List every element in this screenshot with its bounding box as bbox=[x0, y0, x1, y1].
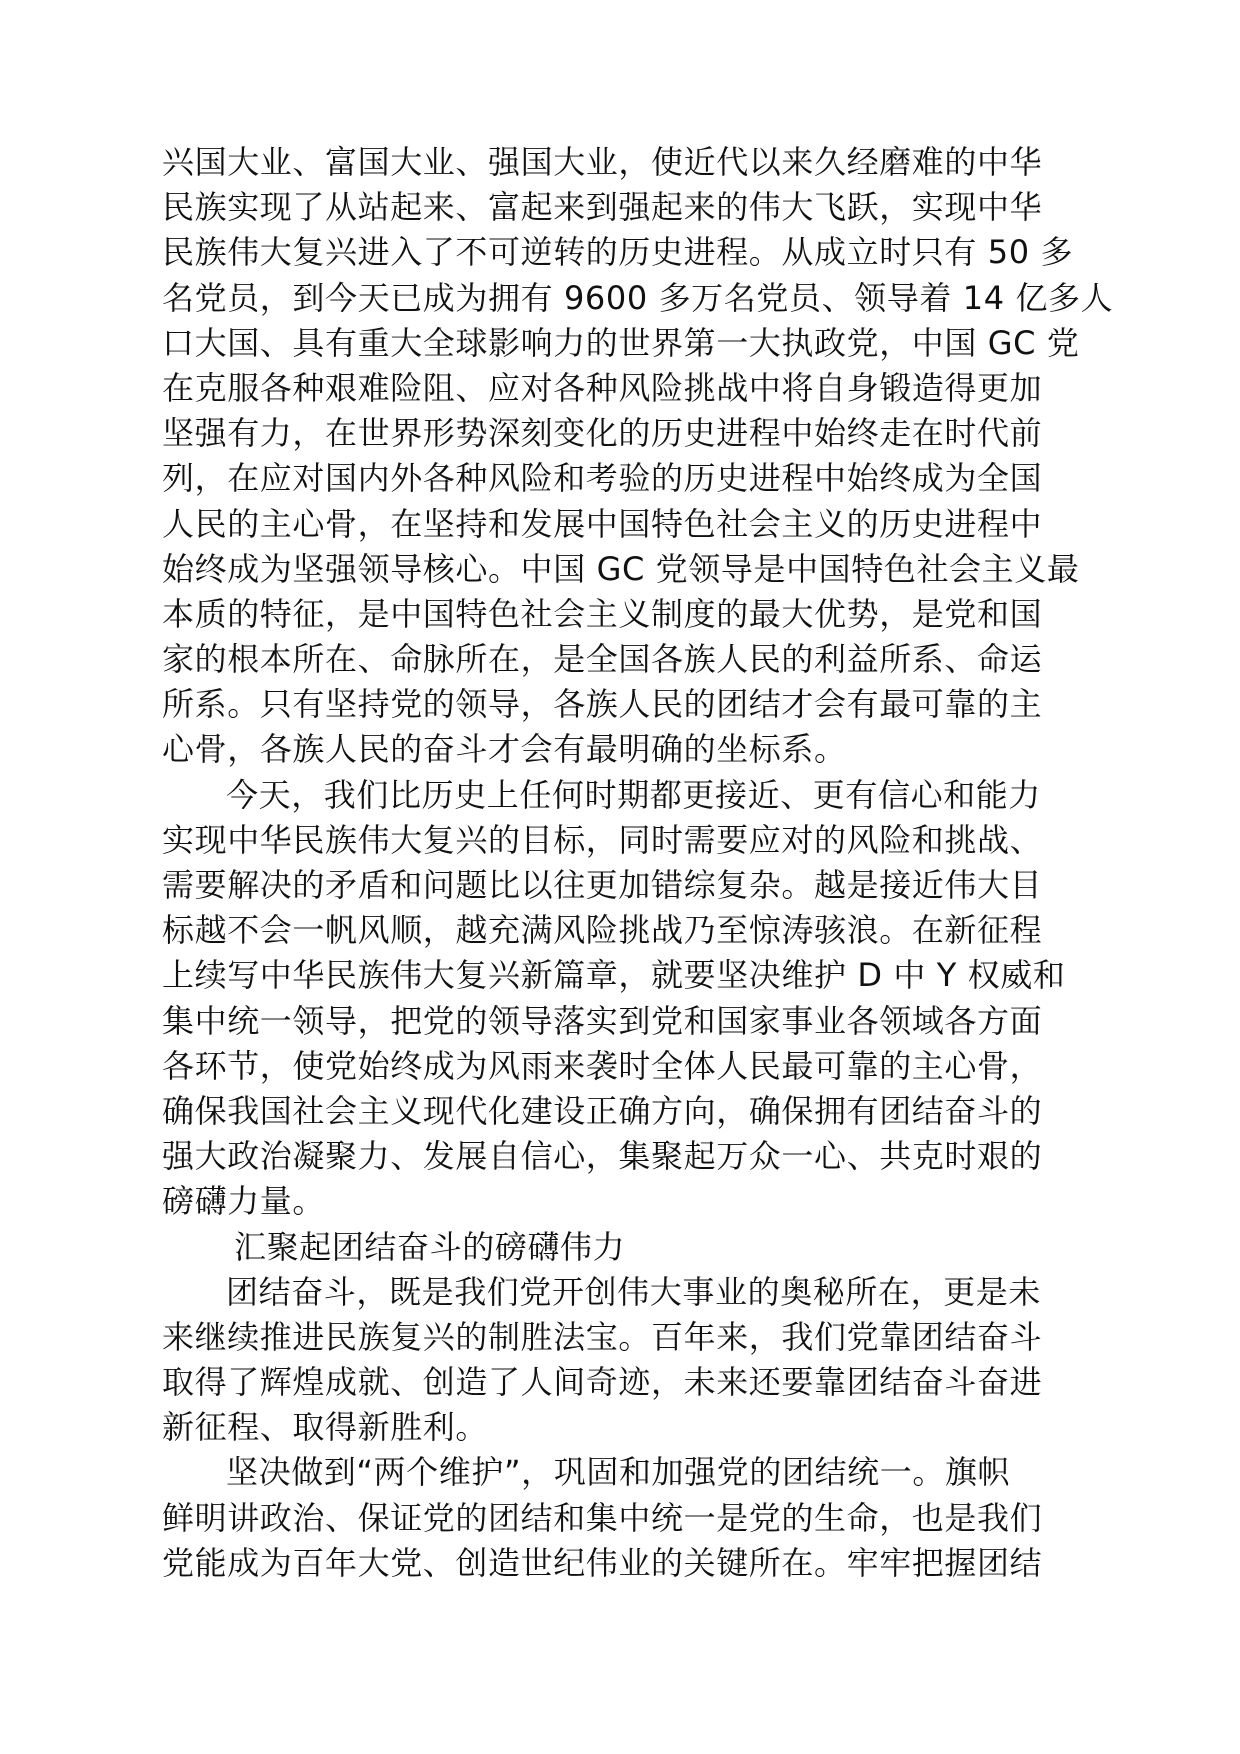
text-line: 标越不会一帆风顺，越充满风险挑战乃至惊涛骇浪。在新征程 bbox=[162, 911, 1043, 950]
text-line: 磅礴力量。 bbox=[162, 1182, 326, 1221]
text-line: 集中统一领导，把党的领导落实到党和国家事业各领域各方面 bbox=[162, 1001, 1043, 1040]
text-line: 党能成为百年大党、创造世纪伟业的关键所在。牢牢把握团结 bbox=[162, 1543, 1043, 1582]
paragraph-party-leadership bbox=[162, 140, 1114, 773]
text-line: 需要解决的矛盾和问题比以往更加错综复杂。越是接近伟大目 bbox=[162, 866, 1043, 904]
text-line: 本质的特征，是中国特色社会主义制度的最大优势，是党和国 bbox=[162, 594, 1043, 633]
document-page bbox=[162, 140, 1114, 1586]
text-line: 坚强有力，在世界形势深刻变化的历史进程中始终走在时代前 bbox=[162, 414, 1043, 453]
text-line: 名党员，到今天已成为拥有 9600 多万名党员、领导着 14 亿多人 bbox=[162, 278, 1114, 317]
text-line: 强大政治凝聚力、发展自信心，集聚起万众一心、共克时艰的 bbox=[162, 1137, 1043, 1176]
text-line: 今天，我们比历史上任何时期都更接近、更有信心和能力 bbox=[226, 775, 1042, 814]
text-line: 取得了辉煌成就、创造了人间奇迹，未来还要靠团结奋斗奋进 bbox=[162, 1363, 1043, 1402]
text-line: 人民的主心骨，在坚持和发展中国特色社会主义的历史进程中 bbox=[162, 504, 1043, 543]
text-line: 新征程、取得新胜利。 bbox=[162, 1408, 489, 1447]
text-line: 兴国大业、富国大业、强国大业，使近代以来久经磨难的中华 bbox=[162, 143, 1043, 181]
text-line: 在克服各种艰难险阻、应对各种风险挑战中将自身锻造得更加 bbox=[162, 368, 1043, 407]
text-line: 实现中华民族伟大复兴的目标，同时需要应对的风险和挑战、 bbox=[162, 820, 1043, 859]
paragraph-two-safeguards bbox=[162, 1450, 1094, 1586]
text-line: 上续写中华民族伟大复兴新篇章，就要坚决维护 D 中 Y 权威和 bbox=[162, 956, 1066, 995]
text-line: 所系。只有坚持党的领导，各族人民的团结才会有最可靠的主 bbox=[162, 685, 1043, 724]
paragraph-unity-struggle bbox=[162, 1270, 1094, 1451]
text-line: 列，在应对国内外各种风险和考验的历史进程中始终成为全国 bbox=[162, 459, 1043, 498]
section-heading-text: 汇聚起团结奋斗的磅礴伟力 bbox=[234, 1227, 626, 1266]
section-heading bbox=[162, 1225, 1094, 1270]
text-line: 始终成为坚强领导核心。中国 GC 党领导是中国特色社会主义最 bbox=[162, 549, 1080, 588]
text-line: 鲜明讲政治、保证党的团结和集中统一是党的生命，也是我们 bbox=[162, 1498, 1043, 1537]
text-line: 坚决做到“两个维护”，巩固和加强党的团结统一。旗帜 bbox=[226, 1453, 1011, 1492]
text-line: 来继续推进民族复兴的制胜法宝。百年来，我们党靠团结奋斗 bbox=[162, 1317, 1043, 1356]
paragraph-today bbox=[162, 773, 1094, 1225]
text-line: 家的根本所在、命脉所在，是全国各族人民的利益所系、命运 bbox=[162, 640, 1043, 679]
text-line: 确保我国社会主义现代化建设正确方向，确保拥有团结奋斗的 bbox=[162, 1091, 1043, 1130]
text-line: 心骨，各族人民的奋斗才会有最明确的坐标系。 bbox=[162, 730, 847, 769]
text-line: 口大国、具有重大全球影响力的世界第一大执政党，中国 GC 党 bbox=[162, 323, 1080, 362]
text-line: 团结奋斗，既是我们党开创伟大事业的奥秘所在，更是未 bbox=[226, 1272, 1042, 1311]
text-line: 各环节，使党始终成为风雨来袭时全体人民最可靠的主心骨， bbox=[162, 1046, 1043, 1085]
text-line: 民族伟大复兴进入了不可逆转的历史进程。从成立时只有 50 多 bbox=[162, 233, 1074, 272]
text-line: 民族实现了从站起来、富起来到强起来的伟大飞跃，实现中华 bbox=[162, 188, 1043, 227]
